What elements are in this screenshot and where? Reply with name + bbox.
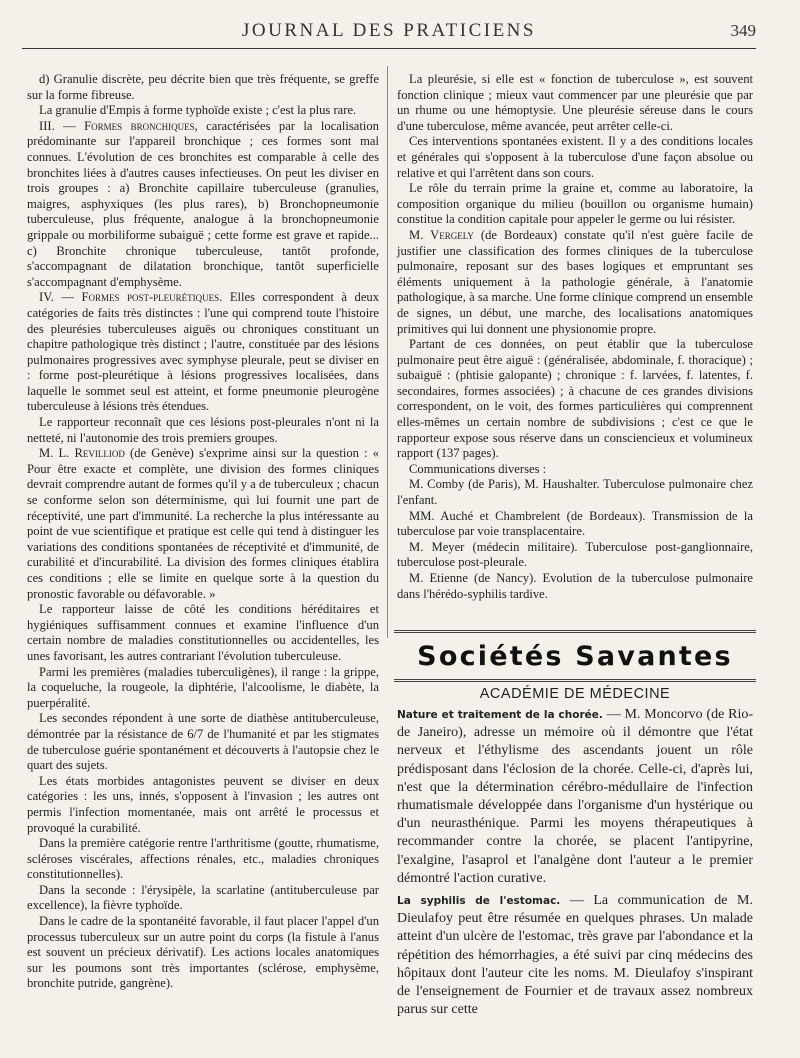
communication-item: MM. Auché et Chambrelent (de Bordeaux). Transmission de la tuberculose par voie transplacentaire. — [397, 508, 753, 539]
left-column — [27, 72, 379, 992]
journal-title: JOURNAL DES PRATICIENS — [242, 20, 536, 41]
paragraph: Partant de ces données, on peut établir que la tuberculose pulmonaire peut être aiguë : (généralisée, abdominale, f. thoracique) ; subaiguë : (phtisie galopante) ; chronique : f. larvées, f. latentes, f. secondaires, formes associées) ; à chacune de ces grandes divisions correspondent, on le voit, des formes particulières qui comprennent elles-mêmes un certain nombre de subdivisions ; c'est ce que le rapporteur expose sous réserve dans un consciencieux et volumineux rapport (137 pages). — [397, 337, 753, 461]
speaker-name: M. L. Revilliod — [39, 446, 125, 461]
paragraph: Dans le cadre de la spontanéité favorable, il faut placer l'appel d'un processus tuberculeux sur un autre point du corps (la fistule à l'anus est souvent un précieux dérivatif). Les actions locales anatomiques sur les poumons sont très importantes (sclérose, emphysème, bronchite putride, gangrène). — [27, 914, 379, 991]
paragraph: La pleurésie, si elle est « fonction de tuberculose », est souvent fonction clinique ; mieux vaut commencer par une pleurésie que par un rhume ou une hémoptysie. Une pleurésie séreuse dans le cours d'une tuberculose, même avancée, peut arrêter celle-ci. — [397, 72, 753, 133]
speaker-name: M. Vergely — [409, 227, 474, 242]
academy-reports — [397, 706, 753, 1019]
right-column — [397, 72, 753, 602]
paragraph: Le rapporteur reconnaît que ces lésions post-pleurales n'ont ni la netteté, ni l'autonomie des trois premiers groupes. — [27, 415, 379, 445]
academy-heading: ACADÉMIE DE MÉDECINE — [479, 686, 671, 702]
page-header — [22, 20, 756, 48]
paragraph: Le rapporteur laisse de côté les conditions héréditaires et hygiéniques suffisamment connues et examine l'influence d'un certain nombre de maladies constitutionnelles ou accidentelles, les unes favorisant, les autres contrariant l'évolution tuberculeuse. — [27, 602, 379, 663]
paragraph: Dans la seconde : l'érysipèle, la scarlatine (antituberculeuse par excellence), la fièvre typhoïde. — [27, 882, 379, 913]
paragraph: Dans la première catégorie rentre l'arthritisme (goutte, rhumatisme, scléroses viscérales, affections rénales, etc., maladies chroniques constitutionnelles). — [27, 836, 379, 882]
report-title: Nature et traitement de la chorée. — [397, 709, 603, 721]
paragraph: Parmi les premières (maladies tuberculigènes), il range : la grippe, la coqueluche, la rougeole, la diphtérie, l'alcoolisme, le diabète, la puerpéralité. — [27, 664, 379, 710]
paragraph: Le rôle du terrain prime la graine et, comme au laboratoire, la composition organique du milieu (bouillon ou organisme humain) constitue la condition capitale pour appeler le germe ou lui résister. — [397, 181, 753, 227]
report-item: La syphilis de l'estomac. — La communication de M. Dieulafoy peut être résumée en quelques phrases. Un malade atteint d'un ulcère de l'estomac, très grave par l'abondance et la répétition des hémorrhagies, a été suivi par cinq médecins des hôpitaux dont l'auteur cite les noms. M. Dieulafoy s'inspirant de l'enseignement de Fournier et de travaux assez nombreux parus sur cette — [397, 893, 753, 1018]
report-item: Nature et traitement de la chorée. — M. Moncorvo (de Rio-de Janeiro), adresse un mémoire où il démontre que l'état nerveux et l'éthylisme des ascendants jouent un rôle prédisposant dans l'éclosion de la chorée. Celle-ci, d'après lui, n'est que la détermination cérébro-médullaire de l'infection rhumatismale développée dans l'organisme d'un hystérique ou d'un neurasthénique. Parmi les moyens thérapeutiques à recommander contre la chorée, se placent l'antipyrine, l'exalgine, l'asaprol et l'analgène dont l'auteur a le premier démontré l'action curative. — [397, 707, 753, 886]
paragraph: d) Granulie discrète, peu décrite bien que très fréquente, se greffe sur la forme fibreuse. — [27, 72, 379, 102]
paragraph: M. L. Revilliod (de Genève) s'exprime ainsi sur la question : « Pour être exacte et complète, une division des formes cliniques devrait comprendre autant de formes qu'il y a de tuberculeux ; chacun se conforme selon son déterminisme, qui lui fournit une part de réceptivité, une part d'immunité. La recherche la plus intéressante au point de vue scientifique et pratique est celle qui tend à distinguer les variations des conditions spontanées de réceptivité et d'immunité, de curabilité et d'incurabilité. La division des formes cliniques établira ces conditions ; elle se limite en quelque sorte à la question du pronostic favorable ou défavorable. » — [27, 446, 379, 601]
paragraph: Ces interventions spontanées existent. Il y a des conditions locales et générales qui s'opposent à la tuberculose d'une façon absolue ou relative et qui l'arrêtent dans son cours. — [397, 134, 753, 180]
communication-item: M. Meyer (médecin militaire). Tuberculose post-ganglionnaire, tuberculose post-pleurale. — [397, 539, 753, 570]
paragraph: La granulie d'Empis à forme typhoïde existe ; c'est la plus rare. — [39, 103, 357, 118]
communication-item: M. Comby (de Paris), M. Haushalter. Tuberculose pulmonaire chez l'enfant. — [397, 477, 753, 508]
page-number: 349 — [730, 21, 756, 40]
column-divider — [387, 66, 388, 638]
paragraph: IV. — Formes post-pleurétiques. Elles correspondent à deux catégories de faits très distinctes : l'une qui comprend toute l'histoire des pleurésies tuberculeuses aiguës ou chroniques constituant un chapitre pathologique très distinct ; l'autre, constituée par des lésions pulmonaires progressives avec symphyse pleurale, peut se diviser en : forme post-pleurétique à lésions progressives localisées, dans laquelle le sommet seul est atteint, et forme pneumonie pleurogène tuberculeuse à lésions très étendues. — [27, 290, 380, 414]
section-heading: III. — Formes bronchiques — [39, 118, 195, 133]
paragraph: III. — Formes bronchiques, caractérisées par la localisation prédominante sur l'appareil bronchique ; ces formes sont mal connues. L'évolution de ces bronchites est comparable à celle des bronchites liées à d'autres causes infectieuses. On peut les diviser en trois groupes : a) Bronchite capillaire tuberculeuse (granulies, maigres, asphyxiques (les plus rares), b) Bronchopneumonie tuberculeuse, plus fréquente, analogue à la bronchopneumonie grippale ou morbiliforme subaiguë ; cette forme est grave et rapide... c) Bronchite chronique tuberculeuse, tantôt profonde, s'accompagnant de dilatation bronchique, tantôt superficielle s'accompagnant d'emphysème. — [27, 118, 379, 289]
paragraph: Les états morbides antagonistes peuvent se diviser en deux catégories : les uns, innés, s'opposent à l'invasion ; les autres ont permis l'infection momentanée, mais ont arrêté le processus et provoqué la curabilité. — [27, 773, 379, 835]
section-heading: IV. — Formes post-pleurétiques — [39, 290, 220, 305]
paragraph: Communications diverses : — [409, 461, 547, 476]
report-title: La syphilis de l'estomac. — [397, 895, 561, 908]
communication-item: M. Etienne (de Nancy). Evolution de la tuberculose pulmonaire dans l'hérédo-syphilis tardive. — [397, 571, 753, 601]
header-rule — [22, 48, 756, 49]
paragraph: M. Vergely (de Bordeaux) constate qu'il n'est guère facile de justifier une classification des formes cliniques de la tuberculose pulmonaire, reposant sur des bases logiques et empruntant ses éléments uniquement à la pathologie générale, à l'anatomie pathologique, à sa marche. Une forme clinique comprend un ensemble de signes, un début, une marche, des localisations anatomiques primitives qui lui donnent une physionomie propre. — [397, 227, 753, 336]
paragraph: Les secondes répondent à une sorte de diathèse antituberculeuse, démontrée par la résistance de 6/7 de l'humanité et par les stigmates de tuberculose guérie spontanément et découverts à l'autopsie chez le quart des sujets. — [27, 711, 379, 773]
banner-bottom-rule — [394, 679, 756, 682]
banner-top-rule — [394, 630, 756, 633]
societes-savantes-banner: Sociétés Savantes — [417, 641, 733, 672]
